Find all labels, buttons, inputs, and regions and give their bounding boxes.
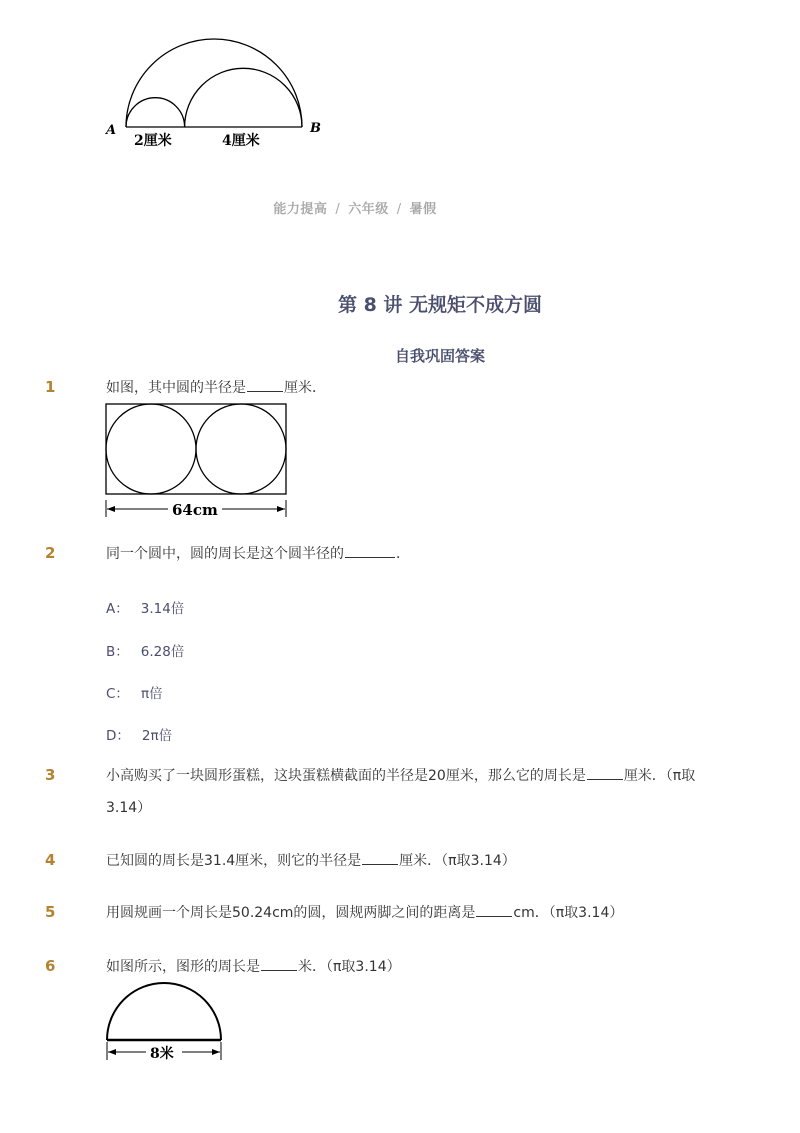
answer-blank [261,969,297,971]
question-text-before: 如图所示，图形的周长是 [106,959,260,975]
answer-blank [476,915,512,917]
label-b: B [310,121,321,136]
large-semicircle [126,39,302,127]
question-number: 6 [45,957,56,975]
dimension-arrow-left [108,1049,116,1055]
breadcrumb-item-term: 暑假 [409,202,437,217]
option-letter: B： [106,644,129,660]
breadcrumb-separator: / [396,202,402,217]
option-b[interactable] [106,640,184,660]
arc [107,983,221,1040]
question-text [106,897,726,929]
question-number: 1 [45,378,56,396]
semicircle-figure [100,30,340,155]
dimension-arrow-right [277,506,285,512]
option-d[interactable] [106,724,172,744]
question-text [106,845,726,877]
dimension-arrow-left [107,506,115,512]
option-c[interactable] [106,682,163,702]
lecture-title: 第 8 讲 无规矩不成方圆 [337,294,543,316]
right-circle [196,404,286,494]
breadcrumb-separator: / [335,202,341,217]
breadcrumb-item-grade: 六年级 [348,202,389,217]
question-text-before: 小高购买了一块圆形蛋糕，这块蛋糕横截面的半径是20厘米，那么它的周长是 [106,768,586,784]
breadcrumb-item-level: 能力提高 [273,202,328,217]
answer-blank [587,778,623,780]
dimension-arrow-right [212,1049,220,1055]
breadcrumb [0,198,710,217]
question-number: 2 [45,544,56,562]
medium-semicircle [185,68,302,127]
left-circle [106,404,196,494]
answer-blank [247,390,283,392]
semicircle-8m-figure [100,978,235,1063]
question-text-before: 如图，其中圆的半径是 [106,380,246,396]
answer-blank [345,556,395,558]
dimension-label: 8米 [150,1046,174,1062]
question-text [106,538,726,570]
question-text-after: 厘米．（π取3.14） [399,853,516,869]
question-text-before: 用圆规画一个周长是50.24cm的圆，圆规两脚之间的距离是 [106,905,476,921]
question-number: 3 [45,766,56,784]
option-text: 6.28倍 [140,644,185,660]
question-text-after: 厘米．（π取3.14） [106,768,696,816]
question-text-before: 已知圆的周长是31.4厘米，则它的半径是 [106,853,362,869]
section-title: 自我巩固答案 [394,347,485,365]
small-semicircle [126,98,185,127]
question-number: 5 [45,903,56,921]
question-text-before: 同一个圆中，圆的周长是这个圆半径的 [106,546,344,562]
rectangle-circles-figure [100,400,300,522]
dimension-label: 64cm [172,501,218,519]
option-letter: C： [106,686,129,702]
label-a: A [106,123,117,138]
option-text: 2π倍 [141,728,173,744]
option-text: π倍 [140,686,163,702]
question-text-after: cm．（π取3.14） [513,905,624,921]
option-letter: A： [106,601,129,617]
label-2cm: 2厘米 [134,133,172,149]
option-a[interactable] [106,597,184,617]
option-letter: D： [106,728,130,744]
question-text [106,760,721,824]
question-number: 4 [45,851,56,869]
label-4cm: 4厘米 [222,133,260,149]
option-text: 3.14倍 [140,601,185,617]
question-text-after: 米．（π取3.14） [298,959,401,975]
answer-blank [362,863,398,865]
question-text-after: 厘米． [284,380,326,396]
question-text-after: ． [396,546,410,562]
